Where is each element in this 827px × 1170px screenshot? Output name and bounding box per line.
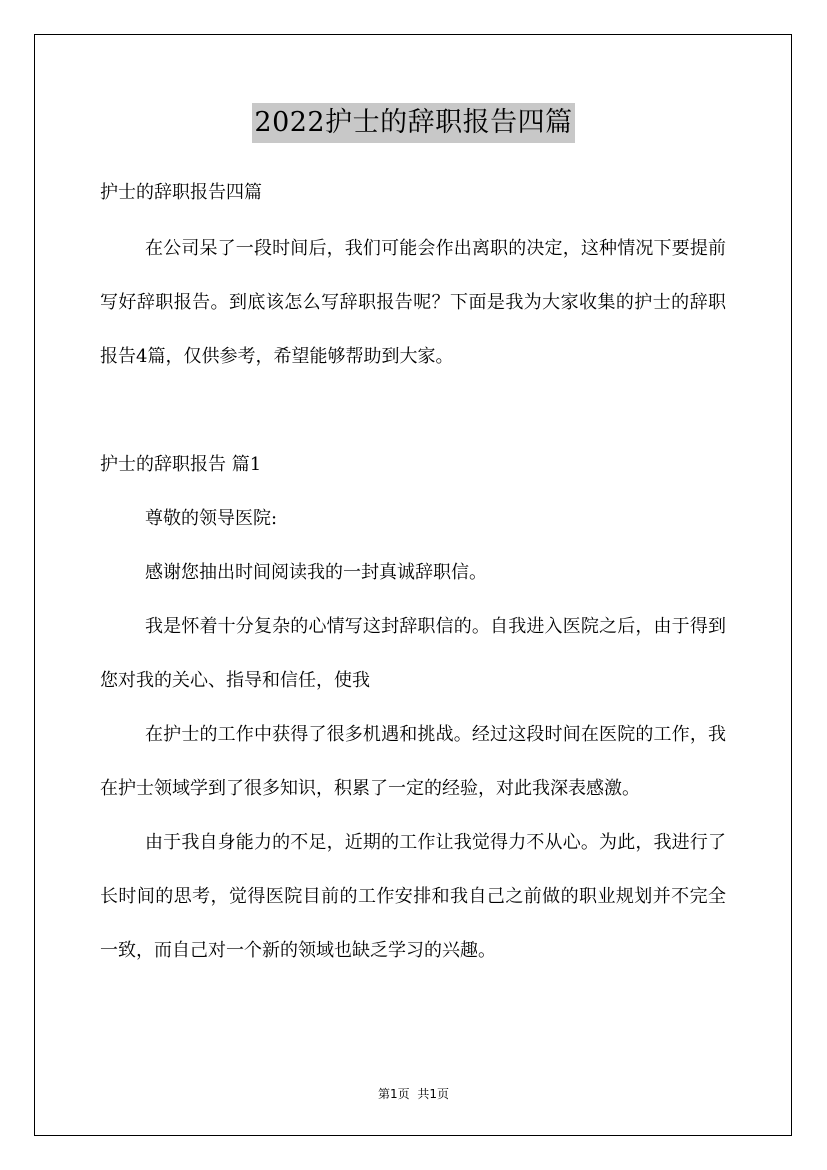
document-title: 2022护士的辞职报告四篇 bbox=[252, 103, 574, 143]
letter-paragraph: 感谢您抽出时间阅读我的一封真诚辞职信。 bbox=[145, 562, 487, 583]
letter-salutation: 尊敬的领导医院: bbox=[145, 508, 278, 529]
letter-body bbox=[100, 492, 726, 978]
page-footer bbox=[0, 1085, 827, 1102]
section-heading: 护士的辞职报告 篇1 bbox=[100, 454, 262, 475]
page-number: 第1页 bbox=[377, 1087, 410, 1101]
letter-paragraph: 由于我自身能力的不足，近期的工作让我觉得力不从心。为此，我进行了长时间的思考，觉得医院目前的工作安排和我自己之前做的职业规划并不完全一致，而自己对一个新的领域也缺乏学习的兴趣。 bbox=[100, 832, 726, 961]
title-container bbox=[0, 103, 827, 143]
page-total: 共1页 bbox=[417, 1087, 450, 1101]
intro-section bbox=[100, 222, 726, 384]
letter-paragraph: 在护士的工作中获得了很多机遇和挑战。经过这段时间在医院的工作，我在护士领域学到了很多知识，积累了一定的经验，对此我深表感激。 bbox=[100, 724, 726, 799]
letter-paragraph: 我是怀着十分复杂的心情写这封辞职信的。自我进入医院之后，由于得到您对我的关心、指导和信任，使我 bbox=[100, 616, 726, 691]
document-subtitle: 护士的辞职报告四篇 bbox=[100, 182, 262, 203]
intro-paragraph: 在公司呆了一段时间后，我们可能会作出离职的决定，这种情况下要提前写好辞职报告。到底该怎么写辞职报告呢？下面是我为大家收集的护士的辞职报告4篇，仅供参考，希望能够帮助到大家。 bbox=[100, 238, 726, 367]
